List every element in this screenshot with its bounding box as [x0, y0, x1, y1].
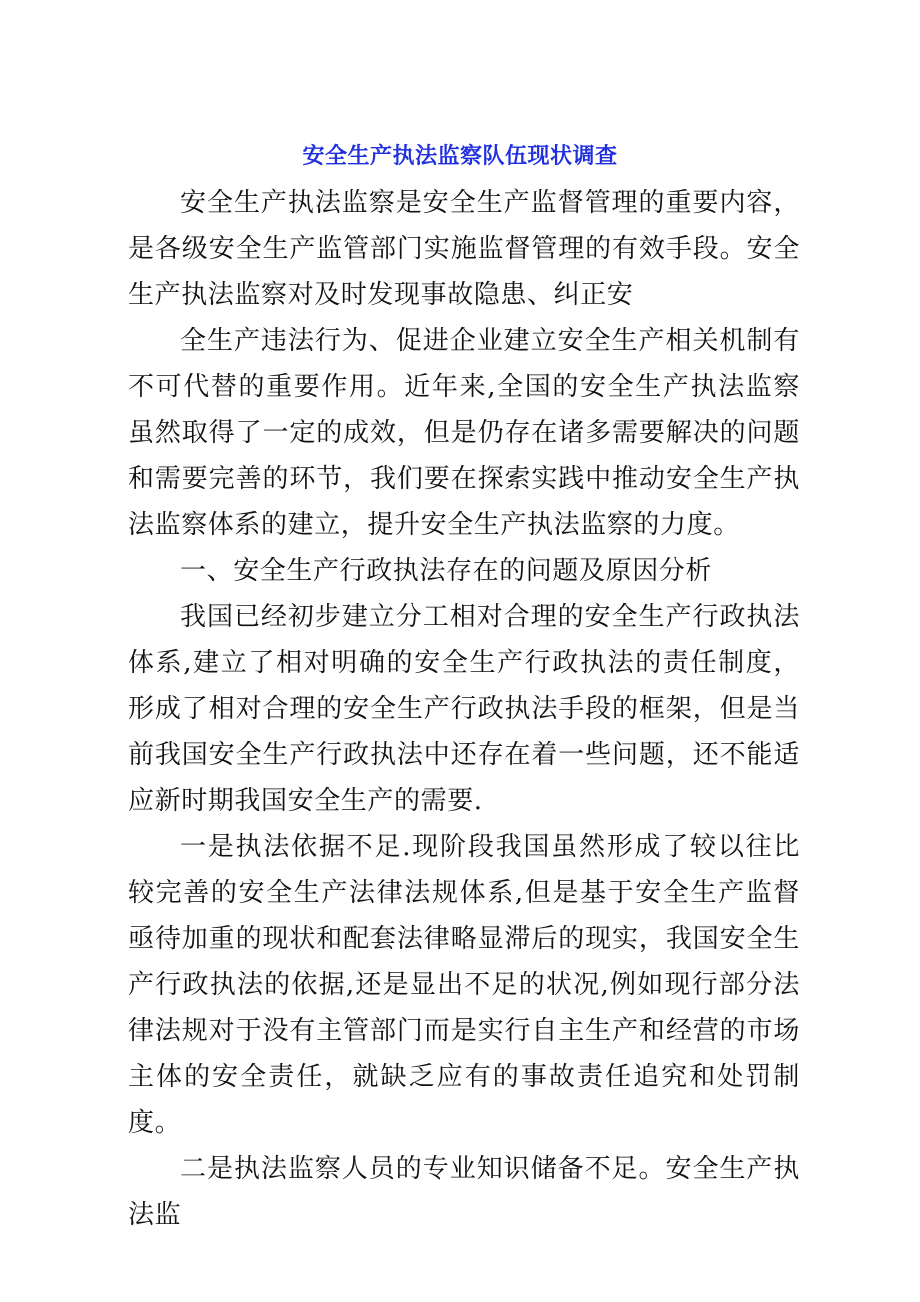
paragraph-intro: 安全生产执法监察是安全生产监督管理的重要内容，是各级安全生产监管部门实施监督管理的有效手段。安全生产执法监察对及时发现事故隐患、纠正安 — [128, 188, 800, 310]
paragraph-intro-continued: 全生产违法行为、促进企业建立安全生产相关机制有不可代替的重要作用。近年来,全国的安全生产执法监察虽然取得了一定的成效，但是仍存在诸多需要解决的问题和需要完善的环节，我们要在探索实践中推动安全生产执法监察体系的建立，提升安全生产执法监察的力度。 — [128, 326, 800, 540]
section-heading-1: 一、安全生产行政执法存在的问题及原因分析 — [180, 556, 713, 586]
paragraph-overview: 我国已经初步建立分工相对合理的安全生产行政执法体系,建立了相对明确的安全生产行政执法的责任制度，形成了相对合理的安全生产行政执法手段的框架，但是当前我国安全生产行政执法中还存在着一些问题，还不能适应新时期我国安全生产的需要. — [128, 602, 800, 816]
document-title: 安全生产执法监察队伍现状调查 — [302, 144, 618, 169]
paragraph-point-1: 一是执法依据不足.现阶段我国虽然形成了较以往比较完善的安全生产法律法规体系,但是基于安全生产监督亟待加重的现状和配套法律略显滞后的现实，我国安全生产行政执法的依据,还是显出不足的状况,例如现行部分法律法规对于没有主管部门而是实行自主生产和经营的市场主体的安全责任，就缺乏应有的事故责任追究和处罚制度。 — [128, 832, 800, 1138]
document-body — [128, 180, 800, 1238]
paragraph-point-2: 二是执法监察人员的专业知识储备不足。安全生产执法监 — [128, 1154, 800, 1230]
